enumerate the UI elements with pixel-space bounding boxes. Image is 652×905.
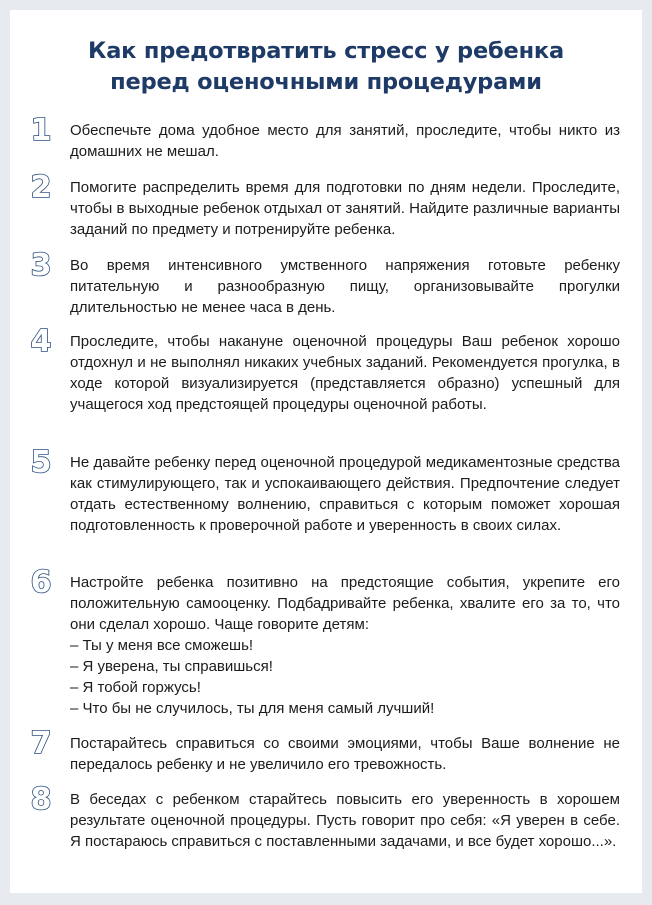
tip-text-3 xyxy=(70,255,620,318)
tip-text-2 xyxy=(70,177,620,240)
tip-paragraph: Не давайте ребенку перед оценочной процедурой медикаментозные средства как стимулирующего, так и успокаивающего действия. Предпочтение следует отдать естественному волнению, справиться с которым поможет хорошая подготовленность к проверочной работе и уверенность в своих силах. xyxy=(70,454,620,534)
tip-number-3: 3 xyxy=(30,248,52,283)
tip-number-2: 2 xyxy=(30,170,52,205)
tip-paragraph: Помогите распределить время для подготовки по дням недели. Проследите, чтобы в выходные ребенок отдыхал от занятий. Найдите различные варианты заданий по предмету и потренируйте ребенка. xyxy=(70,179,620,238)
tip-paragraph: Обеспечьте дома удобное место для занятий, проследите, чтобы никто из домашних не мешал. xyxy=(70,122,620,160)
tip-text-6 xyxy=(70,572,620,719)
tip-text-1 xyxy=(70,120,620,162)
tip-text-8 xyxy=(70,789,620,852)
supportive-phrase: – Ты у меня все сможешь! xyxy=(70,637,254,654)
tip-number-5: 5 xyxy=(30,445,52,480)
tips-list xyxy=(10,10,642,893)
tip-text-4 xyxy=(70,331,620,415)
tip-number-7: 7 xyxy=(30,726,52,761)
tip-paragraph: Постарайтесь справиться со своими эмоциями, чтобы Ваше волнение не передалось ребенку и не увеличило его тревожность. xyxy=(70,735,620,773)
tip-number-8: 8 xyxy=(30,782,52,817)
tips-sheet xyxy=(10,10,642,893)
supportive-phrase: – Я уверена, ты справишься! xyxy=(70,658,273,675)
tip-paragraph: Проследите, чтобы накануне оценочной процедуры Ваш ребенок хорошо отдохнул и не выполнял никаких учебных заданий. Рекомендуется прогулка, в ходе которой визуализируется (представляется образно) успешный для учащегося ход предстоящей процедуры оценочной работы. xyxy=(70,333,620,413)
tip-paragraph: Во время интенсивного умственного напряжения готовьте ребенку питательную и разнообразную пищу, организовывайте прогулки длительностью не менее часа в день. xyxy=(70,257,620,316)
tip-number-4: 4 xyxy=(30,324,52,359)
tip-number-6: 6 xyxy=(30,565,52,600)
supportive-phrase: – Что бы не случилось, ты для меня самый лучший! xyxy=(70,700,435,717)
tip-paragraph: В беседах с ребенком старайтесь повысить его уверенность в хорошем результате оценочной процедуры. Пусть говорит про себя: «Я уверен в себе. Я постараюсь справиться с поставленными задачами, и все будет хорошо...». xyxy=(70,791,620,850)
title-line-1: Как предотвратить стресс у ребенка xyxy=(88,38,564,64)
tip-number-1: 1 xyxy=(30,113,52,148)
tip-text-7 xyxy=(70,733,620,775)
title-line-2: перед оценочными процедурами xyxy=(110,69,542,95)
tip-paragraph: Настройте ребенка позитивно на предстоящие события, укрепите его положительную самооценку. Подбадривайте ребенка, хвалите его за то, что они сделал хорошо. Чаще говорите детям: xyxy=(70,574,620,633)
tip-text-5 xyxy=(70,452,620,536)
supportive-phrase: – Я тобой горжусь! xyxy=(70,679,201,696)
